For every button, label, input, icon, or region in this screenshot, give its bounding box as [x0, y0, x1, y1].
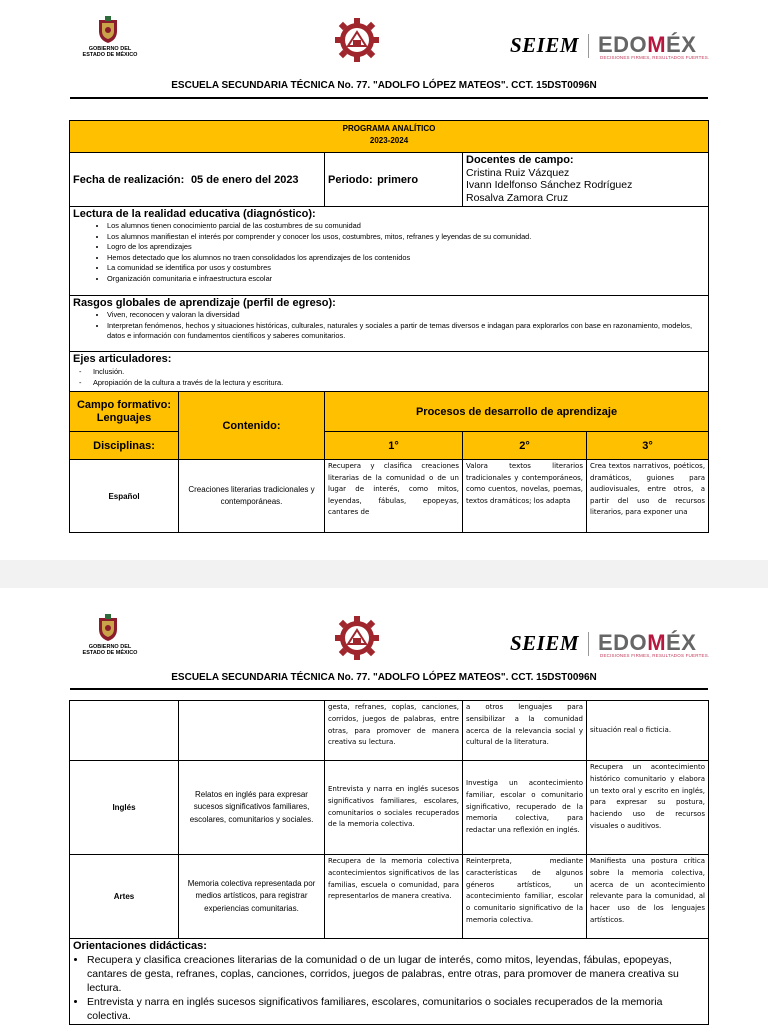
document-page-2: [0, 588, 768, 1024]
edomex-logo: EDOMÉX: [598, 32, 697, 57]
fecha-label: Fecha de realización:: [73, 173, 185, 186]
header-rule: [70, 97, 708, 99]
orientaciones-title: Orientaciones didácticas:: [73, 940, 207, 952]
campo-formativo-header: Campo formativo: Lenguajes: [70, 392, 179, 432]
process-espanol-g2: Valora textos literarios tradicionales y contemporáneos, como cuentos, novelas, poemas, textos dramáticos; los adapta: [463, 460, 587, 533]
seiem-logo: SEIEM: [510, 33, 580, 57]
school-name-line: ESCUELA SECUNDARIA TÉCNICA No. 77. "ADOLFO LÓPEZ MATEOS". CCT. 15DST0096N: [171, 80, 597, 91]
ejes-list: [73, 366, 705, 388]
process-espanol-g1: Recupera y clasifica creaciones literarias de la comunidad o de un lugar de interés, como mitos, leyendas, fábulas, epopeyas, cantares de: [325, 460, 463, 533]
list-item: • Interpretan fenómenos, hechos y situaciones históricas, culturales, naturales y sociales a partir de temas diversos e indagan para explorarlos con base en razonamiento, modelos, datos e información con fundamentos científicos y saberes comunitarios.: [107, 321, 705, 342]
orientaciones-cell: [70, 939, 709, 1025]
periodo-label: Periodo:: [328, 173, 373, 186]
docentes-cell: [463, 153, 709, 207]
school-seal-icon: [333, 614, 381, 662]
contenido-header: Contenido:: [179, 392, 325, 460]
fecha-cell: [70, 153, 325, 207]
edomex-logo: EDOMÉX: [598, 630, 697, 655]
diagnostico-list: [73, 221, 705, 285]
content-espanol-cont: [179, 701, 325, 761]
rasgos-cell: [70, 296, 709, 352]
list-item: • Viven, reconocen y valoran la diversidad: [107, 310, 705, 321]
school-name-line: ESCUELA SECUNDARIA TÉCNICA No. 77. "ADOLFO LÓPEZ MATEOS". CCT. 15DST0096N: [171, 672, 597, 683]
process-artes-g3: Manifiesta una postura crítica sobre la memoria colectiva, acerca de un acontecimiento relevante para la comunidad, al hacer uso de los lenguajes artísticos.: [587, 855, 709, 939]
disciplinas-header: Disciplinas:: [70, 432, 179, 460]
orientaciones-list: [73, 953, 705, 1023]
docente-item: Cristina Ruiz Vázquez: [466, 166, 570, 179]
process-ingles-g2: Investiga un acontecimiento familiar, escolar o comunitario significativo, recuperado de la memoria colectiva, para redactar una reflexión en inglés.: [463, 761, 587, 855]
process-ingles-g1: Entrevista y narra en inglés sucesos significativos familiares, escolares, comunitarios o sociales recuperados de la memoria colectiva.: [325, 761, 463, 855]
process-espanol-g1-cont: gesta, refranes, coplas, canciones, corridos, juegos de palabras, entre otras, para promover de manera creativa su lectura.: [325, 701, 463, 761]
page-gap: [0, 560, 768, 588]
logo-divider: [588, 632, 589, 656]
process-espanol-g2-cont: a otros lenguajes para sensibilizar a la comunidad acerca de la relevancia social y cultural de la literatura.: [463, 701, 587, 761]
school-seal-icon: [333, 16, 381, 64]
logo-divider: [588, 34, 589, 58]
list-item: • Logro de los aprendizajes: [107, 242, 705, 253]
content-espanol: Creaciones literarias tradicionales y contemporáneas.: [179, 460, 325, 533]
list-item: - Inclusión.: [93, 366, 705, 377]
process-artes-g1: Recupera de la memoria colectiva acontecimientos significativos de las familias, escuela o comunidad, para representarlos de manera creativa.: [325, 855, 463, 939]
estado-mexico-crest-icon: [96, 614, 120, 642]
list-item: • La comunidad se identifica por usos y costumbres: [107, 263, 705, 274]
discipline-espanol: Español: [70, 460, 179, 533]
discipline-ingles: Inglés: [70, 761, 179, 855]
ejes-title: Ejes articuladores:: [73, 353, 172, 365]
docentes-label: Docentes de campo:: [466, 154, 574, 166]
list-item: • Entrevista y narra en inglés sucesos significativos familiares, escolares, comunitarios o sociales recuperados de la memoria colectiva.: [87, 995, 705, 1023]
fecha-value: 05 de enero del 2023: [190, 173, 299, 186]
grade-2-header: 2°: [463, 432, 587, 460]
program-year: 2023-2024: [369, 136, 409, 145]
programa-analitico-table-continued: [69, 700, 709, 1025]
list-item: • Los alumnos manifiestan el interés por comprender y conocer los usos, costumbres, mitos, refranes y leyendas de su comunidad.: [107, 232, 705, 243]
gobierno-logo-text: GOBIERNO DEL ESTADO DE MÉXICO: [82, 46, 138, 58]
seiem-logo: SEIEM: [510, 631, 580, 655]
grade-3-header: 3°: [587, 432, 709, 460]
rasgos-title: Rasgos globales de aprendizaje (perfil de egreso):: [73, 297, 336, 309]
list-item: - Apropiación de la cultura a través de la lectura y escritura.: [93, 377, 705, 388]
docente-item: Ivann Idelfonso Sánchez Rodríguez: [466, 179, 633, 191]
page-header: [0, 0, 768, 68]
process-ingles-g3: Recupera un acontecimiento histórico comunitario y elabora un texto oral y escrito en inglés, para expresar su postura, haciendo uso de recursos visuales o auditivos.: [587, 761, 709, 855]
list-item: • Hemos detectado que los alumnos no traen consolidados los aprendizajes de los contenidos: [107, 253, 705, 264]
list-item: • Los alumnos tienen conocimiento parcial de las costumbres de su comunidad: [107, 221, 705, 232]
program-title: PROGRAMA ANALÍTICO: [342, 124, 436, 133]
list-item: • Organización comunitaria e infraestructura escolar: [107, 274, 705, 285]
diagnostico-title: Lectura de la realidad educativa (diagnóstico):: [73, 208, 316, 220]
ejes-cell: [70, 352, 709, 392]
gobierno-estado-mexico-logo: [74, 16, 146, 64]
docente-item: Rosalva Zamora Cruz: [466, 191, 569, 204]
discipline-espanol-cont: [70, 701, 179, 761]
page-header: [0, 598, 768, 666]
gobierno-logo-text: GOBIERNO DEL ESTADO DE MÉXICO: [82, 644, 138, 656]
gobierno-estado-mexico-logo: [74, 614, 146, 662]
periodo-cell: [325, 153, 463, 207]
estado-mexico-crest-icon: [96, 16, 120, 44]
header-rule: [70, 688, 708, 690]
program-title-cell: [70, 121, 709, 153]
grade-1-header: 1°: [325, 432, 463, 460]
procesos-header: Procesos de desarrollo de aprendizaje: [325, 392, 709, 432]
process-espanol-g3-cont: situación real o ficticia.: [587, 701, 709, 761]
rasgos-list: [73, 310, 705, 342]
discipline-artes: Artes: [70, 855, 179, 939]
periodo-value: primero: [377, 173, 419, 186]
list-item: • Recupera y clasifica creaciones literarias de la comunidad o de un lugar de interés, como mitos, leyendas, fábulas, epopeyas, cantares de gesta, refranes, coplas, canciones, corridos, juegos de palabras, entre otras, para promover de manera creativa su lectura.: [87, 953, 705, 995]
content-ingles: Relatos en inglés para expresar sucesos significativos familiares, escolares, comunitarios y sociales.: [179, 761, 325, 855]
process-espanol-g3: Crea textos narrativos, poéticos, dramáticos, guiones para audiovisuales, entre otros, a partir del uso de recursos literarios, para exponer una: [587, 460, 709, 533]
edomex-tagline: DECISIONES FIRMES, RESULTADOS FUERTES.: [600, 653, 710, 658]
content-artes: Memoria colectiva representada por medios artísticos, para registrar experiencias comunitarias.: [179, 855, 325, 939]
process-artes-g2: Reinterpreta, mediante características de algunos géneros artísticos, un acontecimiento familiar, escolar o comunitario significativo de la memoria colectiva.: [463, 855, 587, 939]
edomex-tagline: DECISIONES FIRMES, RESULTADOS FUERTES.: [600, 55, 710, 60]
programa-analitico-table: [69, 120, 709, 533]
diagnostico-cell: [70, 207, 709, 296]
